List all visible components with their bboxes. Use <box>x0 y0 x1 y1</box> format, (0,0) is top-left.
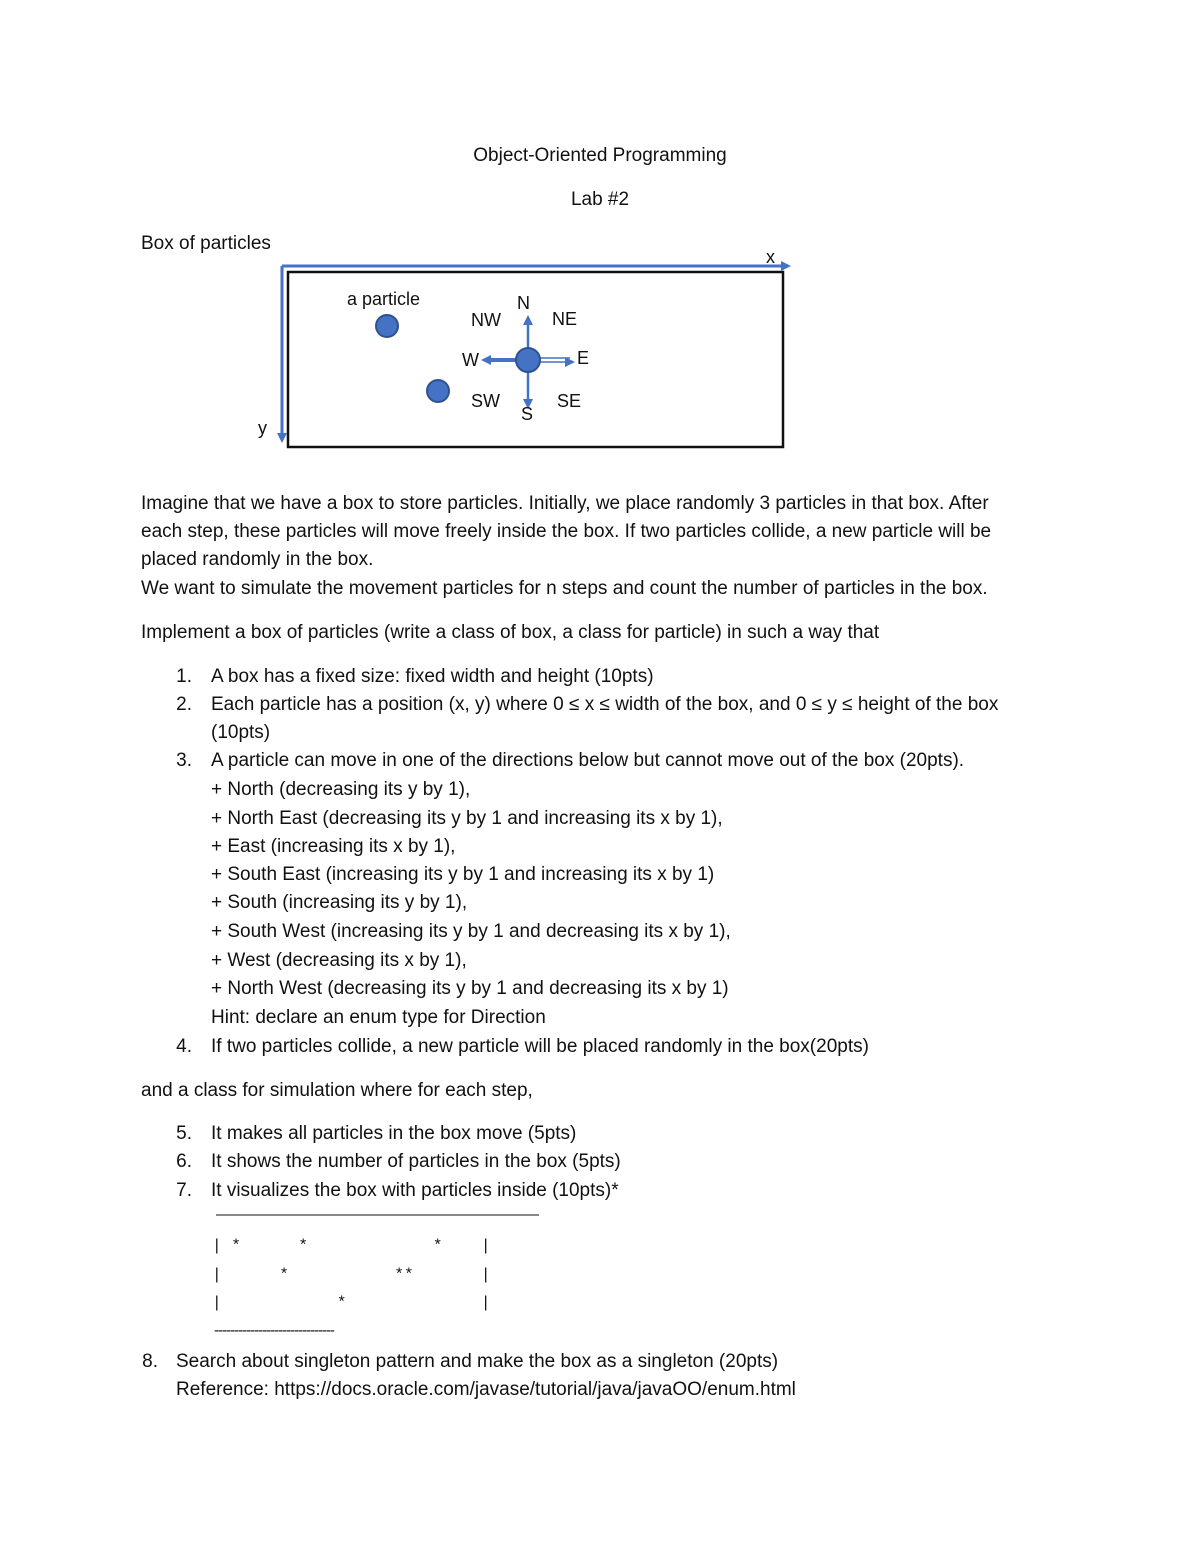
particle-1 <box>376 315 398 337</box>
direction-e: E <box>577 348 590 368</box>
move-south: + South (increasing its y by 1), <box>211 892 468 913</box>
page-title: Object-Oriented Programming <box>473 145 727 166</box>
simulation-text: and a class for simulation where for each step, <box>141 1080 533 1101</box>
move-south-west: + South West (increasing its y by 1 and decreasing its x by 1), <box>211 921 731 942</box>
move-north-east: + North East (decreasing its y by 1 and increasing its x by 1), <box>211 808 723 829</box>
direction-sw: SW <box>471 391 500 411</box>
list-text: Each particle has a position (x, y) where 0 ≤ x ≤ width of the box, and 0 ≤ y ≤ height of the box <box>211 694 999 715</box>
hint-text: Hint: declare an enum type for Direction <box>211 1007 546 1028</box>
list-number: 4. <box>176 1036 192 1057</box>
move-east: + East (increasing its x by 1), <box>211 836 456 857</box>
direction-n: N <box>517 293 530 313</box>
list-text: A particle can move in one of the directions below but cannot move out of the box (20pts). <box>211 750 965 771</box>
direction-nw: NW <box>471 310 501 330</box>
particle-2 <box>427 380 449 402</box>
y-axis-label: y <box>258 418 267 438</box>
ascii-row-2: | * ** | <box>212 1266 491 1284</box>
list-text: It shows the number of particles in the box (5pts) <box>211 1151 621 1172</box>
particle-box-diagram <box>0 248 1200 448</box>
list-text: It visualizes the box with particles inside (10pts)* <box>211 1180 619 1201</box>
list-text: Search about singleton pattern and make the box as a singleton (20pts) <box>176 1351 779 1372</box>
direction-ne: NE <box>552 309 578 329</box>
intro-line-3: placed randomly in the box. <box>141 549 374 570</box>
move-south-east: + South East (increasing its y by 1 and increasing its x by 1) <box>211 864 715 885</box>
intro-line-4: We want to simulate the movement particles for n steps and count the number of particles in the box. <box>141 578 988 599</box>
implement-text: Implement a box of particles (write a class of box, a class for particle) in such a way that <box>141 622 880 643</box>
intro-line-2: each step, these particles will move freely inside the box. If two particles collide, a new particle will be <box>141 521 992 542</box>
list-number: 3. <box>176 750 192 771</box>
reference-link[interactable]: Reference: https://docs.oracle.com/javase/tutorial/java/javaOO/enum.html <box>176 1379 796 1400</box>
list-number: 5. <box>176 1123 192 1144</box>
list-number: 7. <box>176 1180 192 1201</box>
ascii-bottom-border: ------------------------------ <box>214 1322 334 1339</box>
ascii-row-1: | * * * | <box>212 1237 491 1255</box>
lab-number: Lab #2 <box>570 189 630 210</box>
intro-line-1: Imagine that we have a box to store particles. Initially, we place randomly 3 particles in that box. After <box>141 493 989 514</box>
ascii-row-3: | * | <box>212 1294 491 1312</box>
list-number: 1. <box>176 666 192 687</box>
list-number: 2. <box>176 694 192 715</box>
section-heading: Box of particles <box>141 233 271 254</box>
particle-label: a particle <box>347 289 421 309</box>
move-north: + North (decreasing its y by 1), <box>211 779 471 800</box>
moving-particle <box>516 348 540 372</box>
list-text: If two particles collide, a new particle will be placed randomly in the box(20pts) <box>211 1036 869 1057</box>
move-north-west: + North West (decreasing its y by 1 and decreasing its x by 1) <box>211 978 729 999</box>
list-text: A box has a fixed size: fixed width and height (10pts) <box>211 666 654 687</box>
list-number: 6. <box>176 1151 192 1172</box>
move-west: + West (decreasing its x by 1), <box>211 950 467 971</box>
ascii-top-border: ——————————————————————— <box>216 1206 538 1223</box>
list-text: It makes all particles in the box move (5pts) <box>211 1123 577 1144</box>
direction-se: SE <box>557 391 582 411</box>
direction-s: S <box>521 404 534 424</box>
direction-w: W <box>462 350 479 370</box>
list-text-continuation: (10pts) <box>211 722 271 743</box>
x-axis-label: x <box>766 247 775 267</box>
list-number: 8. <box>142 1351 158 1372</box>
